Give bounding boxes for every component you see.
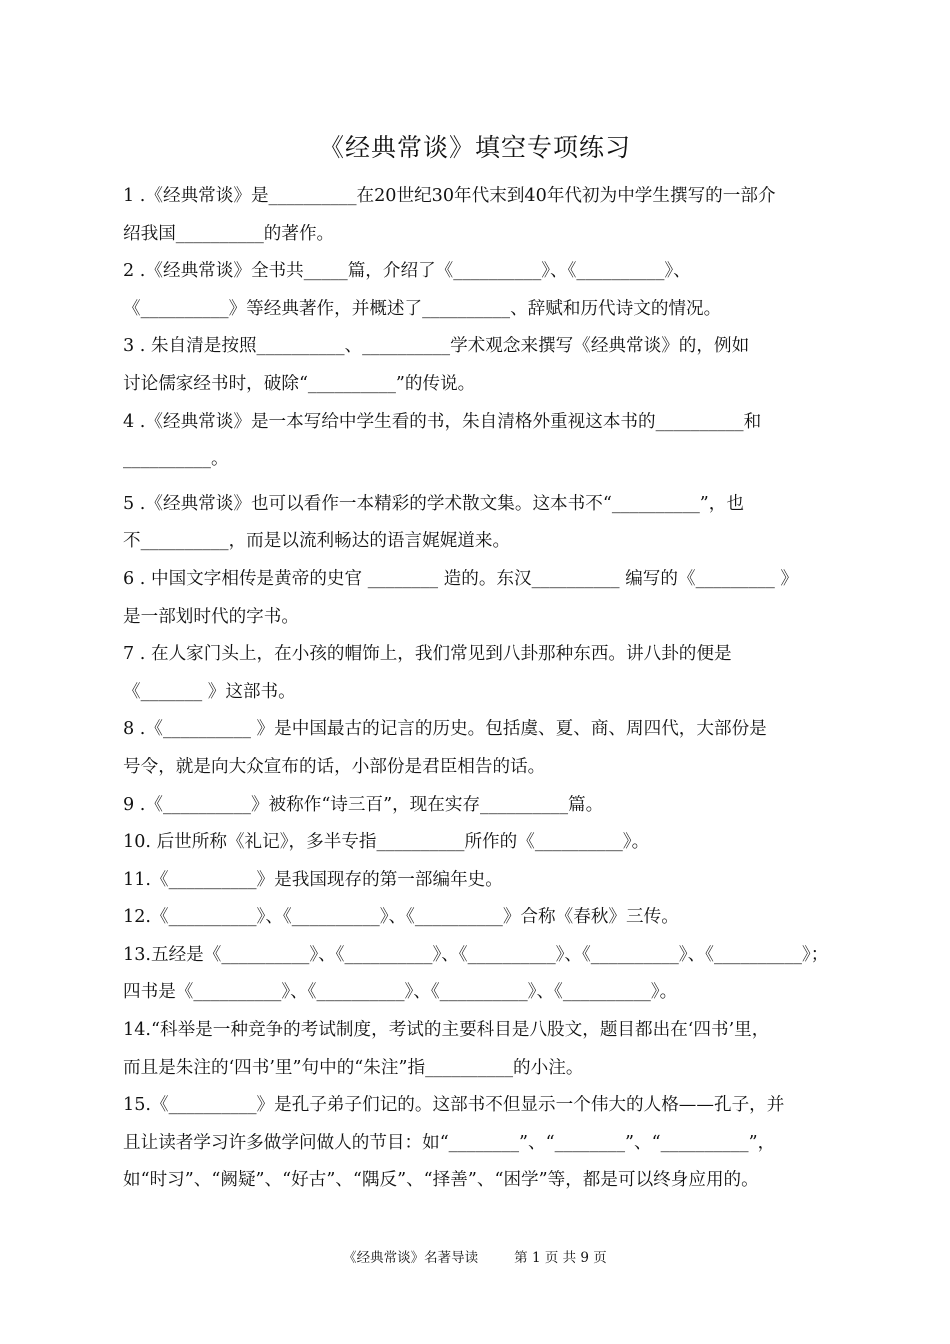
footer-book-name: 《经典常谈》名著导读 bbox=[343, 1250, 479, 1266]
paragraph-gap bbox=[123, 479, 833, 486]
line-20: 12.《__________》、《__________》、《__________》合称《春秋》三传。 bbox=[123, 907, 679, 928]
line-27: 如“时习”、“阙疑”、“好古”、“隅反”、“择善”、“困学”等，都是可以终身应用的。 bbox=[123, 1170, 759, 1191]
line-5: 3 . 朱自清是按照__________、__________学术观念来撰写《经典常谈》的，例如 bbox=[123, 336, 750, 357]
line-8: __________。 bbox=[123, 449, 229, 470]
line-10: 不__________，而是以流利畅达的语言娓娓道来。 bbox=[123, 531, 511, 552]
line-23: 14.“科举是一种竞争的考试制度，考试的主要科目是八股文，题目都出在‘四书’里， bbox=[123, 1020, 770, 1041]
document-title: 《经典常谈》填空专项练习 bbox=[318, 133, 631, 162]
footer-page-number: 第 1 页 共 9 页 bbox=[514, 1250, 607, 1266]
line-25: 15.《__________》是孔子弟子们记的。这部书不但显示一个伟大的人格——孔子，并 bbox=[123, 1095, 785, 1116]
line-12: 是一部划时代的字书。 bbox=[123, 606, 299, 627]
line-1: 1 .《经典常谈》是__________在20世纪30年代末到40年代初为中学生撰写的一部介 bbox=[123, 186, 776, 206]
line-18: 10. 后世所称《礼记》，多半专指__________所作的《__________》。 bbox=[123, 832, 650, 853]
page-footer bbox=[0, 1246, 950, 1266]
line-24: 而且是朱注的‘四书’里”句中的“朱注”指__________的小注。 bbox=[123, 1057, 584, 1078]
line-11: 6 . 中国文字相传是黄帝的史官 ________ 造的。东汉__________ 编写的《_________ 》 bbox=[123, 568, 798, 589]
line-4: 《__________》等经典著作，并概述了__________、辞赋和历代诗文的情况。 bbox=[123, 298, 722, 319]
line-17: 9 .《__________》被称作“诗三百”，现在实存__________篇。 bbox=[123, 794, 604, 815]
line-7: 4 .《经典常谈》是一本写给中学生看的书，朱自清格外重视这本书的__________和 bbox=[123, 411, 762, 432]
exercise-body bbox=[123, 178, 833, 1200]
line-6: 讨论儒家经书时，破除“__________”的传说。 bbox=[123, 373, 476, 394]
line-3: 2 .《经典常谈》全书共_____篇，介绍了《__________》、《__________》、 bbox=[123, 261, 691, 282]
line-16: 号令，就是向大众宣布的话，小部份是君臣相告的话。 bbox=[123, 756, 546, 777]
line-19: 11.《__________》是我国现存的第一部编年史。 bbox=[123, 869, 503, 890]
line-2: 绍我国__________的著作。 bbox=[123, 223, 335, 244]
line-26: 且让读者学习许多做学问做人的节目：如“________”、“________”、“__________”， bbox=[123, 1132, 776, 1153]
line-15: 8 .《__________ 》是中国最古的记言的历史。包括虞、夏、商、周四代，大部份是 bbox=[123, 719, 767, 740]
line-9: 5 .《经典常谈》也可以看作一本精彩的学术散文集。这本书不“__________”，也 bbox=[123, 493, 744, 514]
line-14: 《_______ 》这部书。 bbox=[123, 681, 296, 702]
line-13: 7 . 在人家门头上，在小孩的帽饰上，我们常见到八卦那种东西。讲八卦的便是 bbox=[123, 644, 732, 665]
line-21: 13.五经是《__________》、《__________》、《__________》、《__________》、《__________》； bbox=[123, 944, 829, 965]
line-22: 四书是《__________》、《__________》、《__________》、《__________》。 bbox=[123, 982, 678, 1003]
